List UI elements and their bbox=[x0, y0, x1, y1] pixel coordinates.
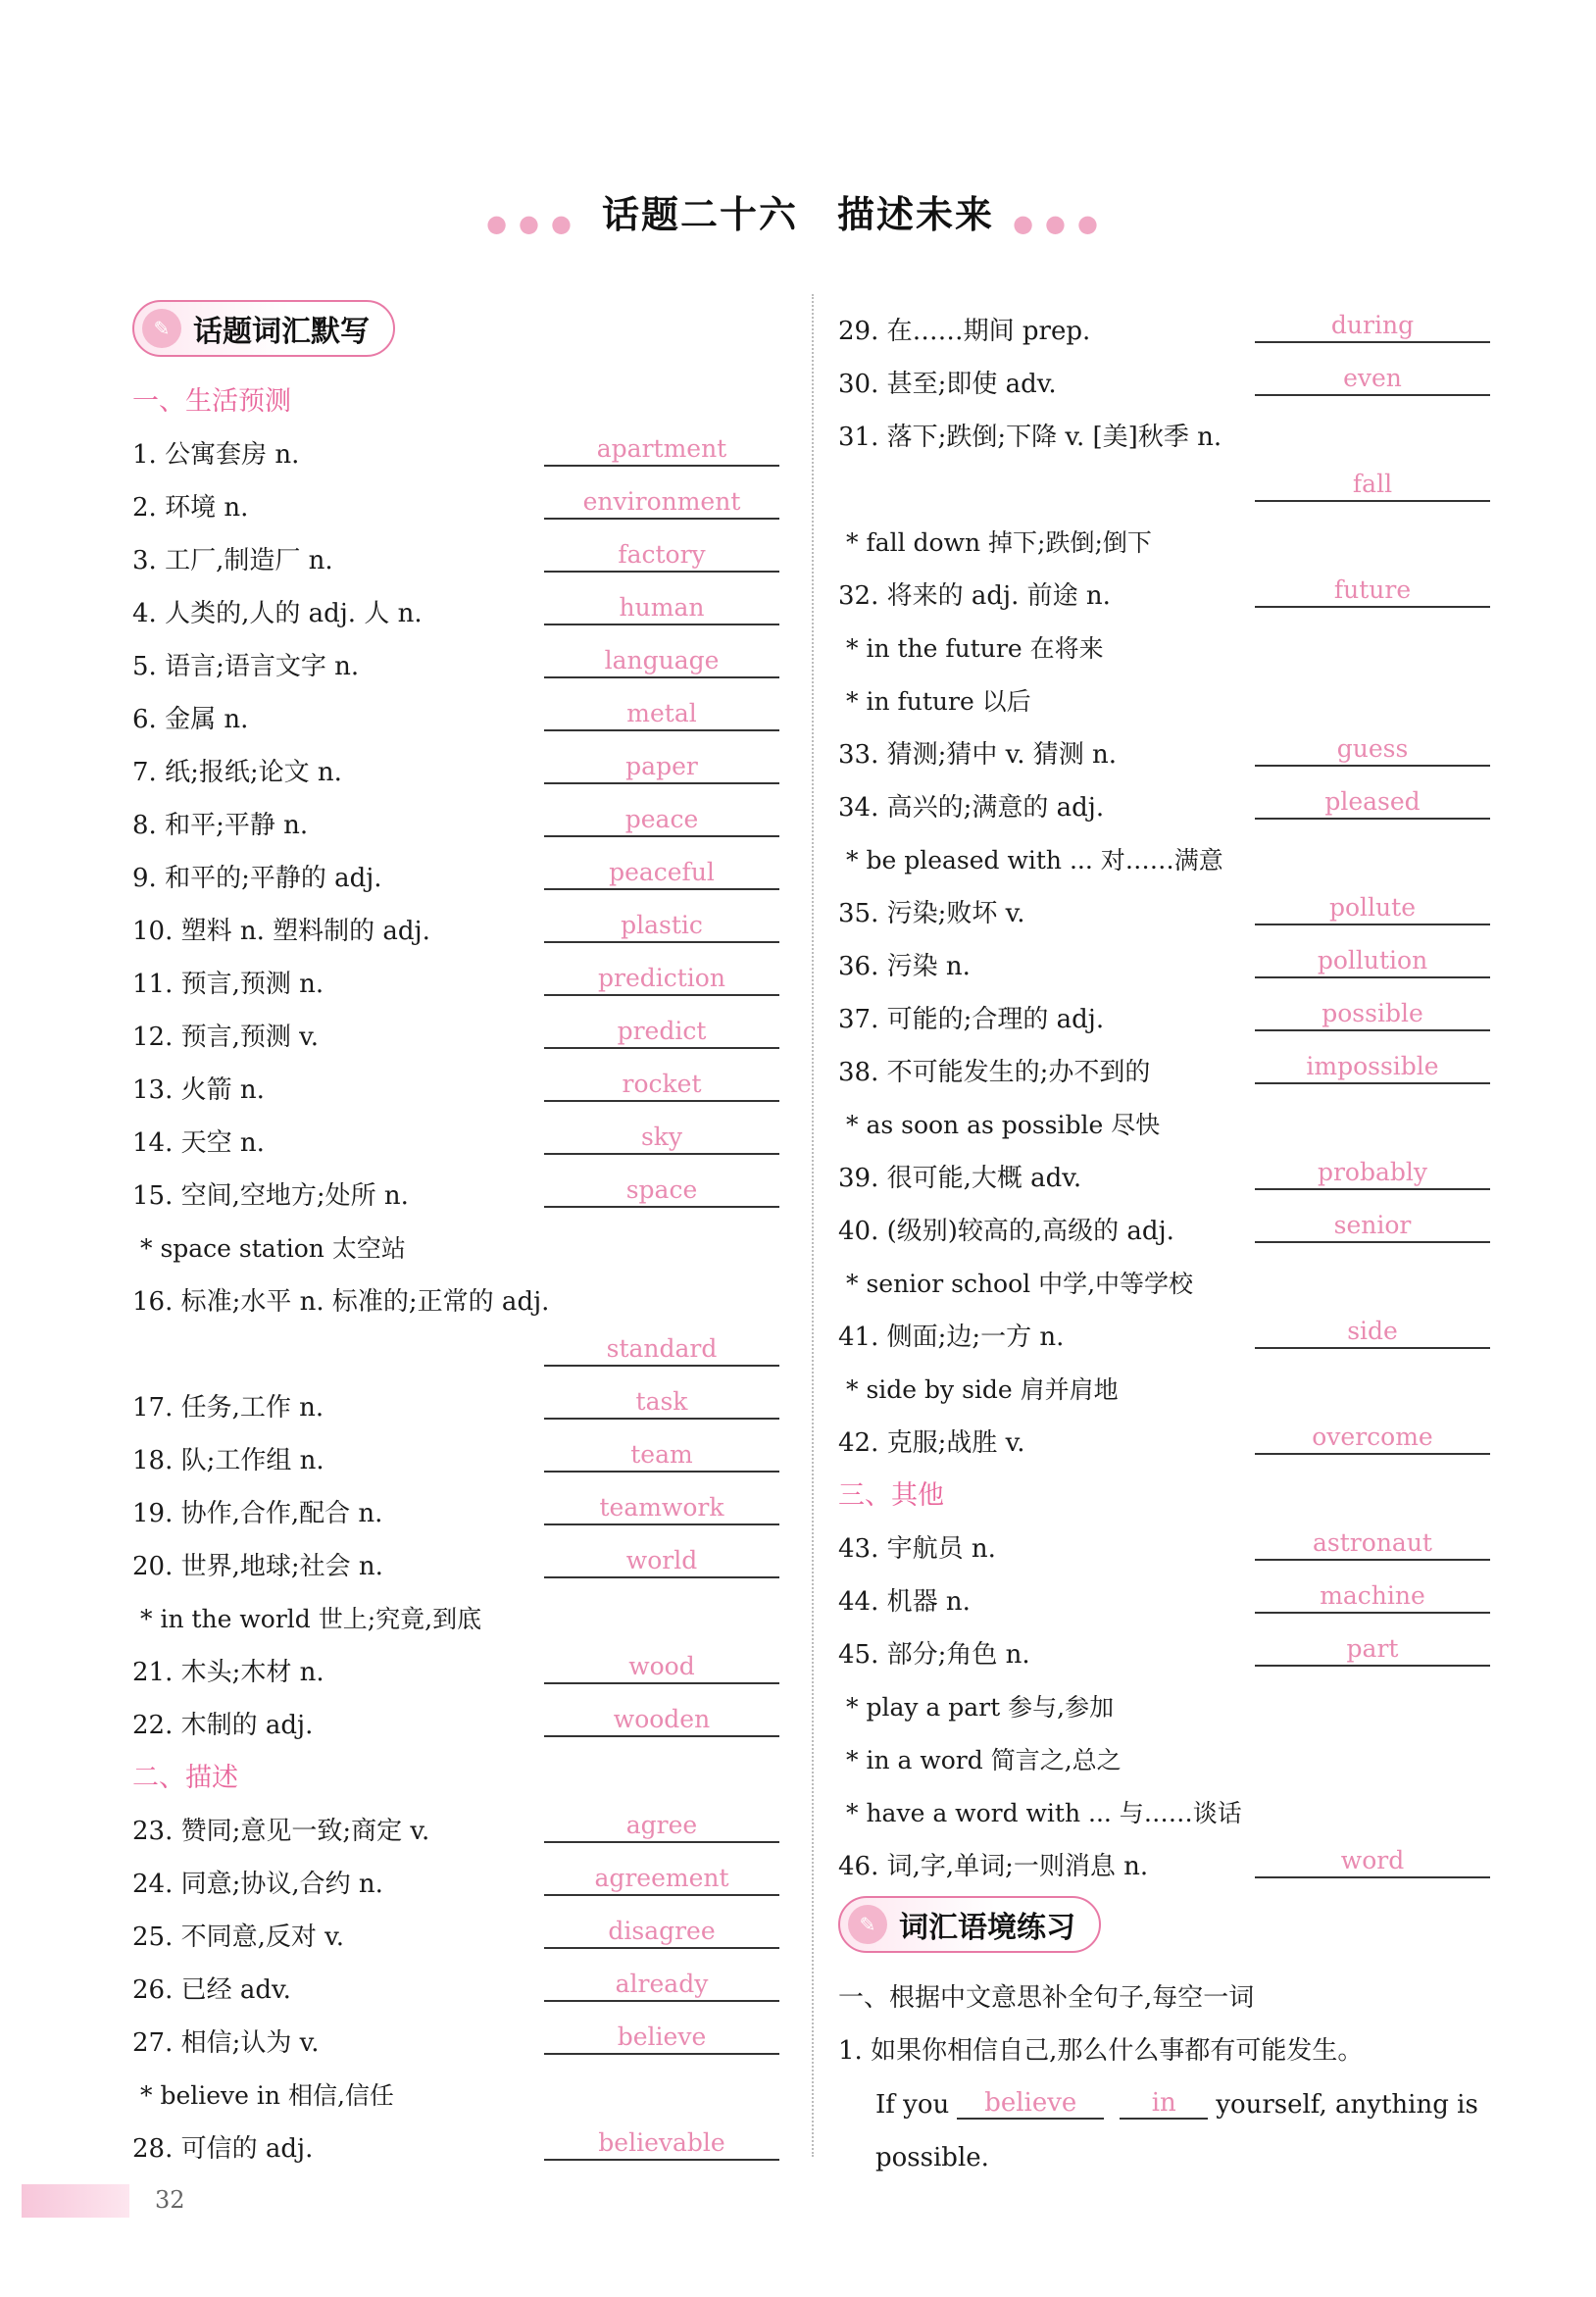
vocab-row bbox=[838, 1406, 1490, 1459]
vocab-row bbox=[132, 1953, 779, 2006]
vocab-question: 30. 甚至;即使 adv. bbox=[838, 370, 1057, 399]
exercise-instruction: 一、根据中文意思补全句子,每空一词 bbox=[838, 1983, 1255, 2013]
phrase-note: * have a word with ... 与……谈话 bbox=[846, 1799, 1242, 1827]
vocab-question: 21. 木头;木材 n. bbox=[132, 1658, 324, 1687]
vocab-question: 34. 高兴的;满意的 adj. bbox=[838, 793, 1105, 823]
notebook-icon: ✎ bbox=[848, 1905, 887, 1944]
phrase-note: * play a part 参与,参加 bbox=[846, 1693, 1115, 1722]
vocab-row bbox=[132, 576, 779, 629]
answer-blank[interactable]: in bbox=[1120, 2088, 1208, 2120]
phrase-note: * as soon as possible 尽快 bbox=[846, 1111, 1161, 1139]
vocab-row bbox=[838, 453, 1490, 506]
section-heading: 三、其他 bbox=[838, 1480, 944, 1511]
phrase-note: * side by side 肩并肩地 bbox=[846, 1375, 1119, 1404]
answer-blank[interactable]: pollution bbox=[1255, 945, 1490, 978]
vocab-question: 38. 不可能发生的;办不到的 bbox=[838, 1058, 1151, 1087]
decor-dots-right: ●●● bbox=[1013, 209, 1110, 237]
vocab-question: 29. 在……期间 prep. bbox=[838, 317, 1091, 346]
answer-blank[interactable]: agreement bbox=[544, 1863, 779, 1896]
vocab-row bbox=[838, 1141, 1490, 1194]
vocab-row bbox=[838, 1618, 1490, 1671]
vocab-question: 9. 和平的;平静的 adj. bbox=[132, 864, 382, 893]
answer-blank[interactable]: rocket bbox=[544, 1069, 779, 1102]
vocab-question: 33. 猜测;猜中 v. 猜测 n. bbox=[838, 740, 1118, 770]
vocab-row bbox=[132, 1371, 779, 1423]
answer-blank[interactable]: plastic bbox=[544, 910, 779, 943]
vocab-row bbox=[132, 418, 779, 471]
vocab-row bbox=[132, 1635, 779, 1688]
vocab-question: 26. 已经 adv. bbox=[132, 1975, 291, 2005]
answer-blank[interactable]: metal bbox=[544, 698, 779, 731]
vocab-row bbox=[838, 400, 1490, 453]
vocab-row bbox=[838, 1512, 1490, 1565]
vocab-row bbox=[132, 788, 779, 841]
vocab-question: 32. 将来的 adj. 前途 n. bbox=[838, 581, 1111, 611]
answer-blank[interactable]: during bbox=[1255, 310, 1490, 343]
vocab-question: 20. 世界,地球;社会 n. bbox=[132, 1552, 383, 1581]
badge-label: 词汇语境练习 bbox=[899, 1911, 1075, 1945]
vocab-row bbox=[132, 1529, 779, 1582]
phrase-note: * in the world 世上;究竟,到底 bbox=[140, 1605, 482, 1633]
vocab-row bbox=[838, 1300, 1490, 1353]
vocab-row bbox=[132, 894, 779, 947]
answer-blank[interactable]: guess bbox=[1255, 733, 1490, 767]
vocab-question: 2. 环境 n. bbox=[132, 493, 249, 523]
vocab-row bbox=[838, 1565, 1490, 1618]
vocab-question: 43. 宇航员 n. bbox=[838, 1534, 996, 1564]
answer-blank[interactable]: believe bbox=[544, 2022, 779, 2055]
vocab-question: 40. (级别)较高的,高级的 adj. bbox=[838, 1217, 1174, 1246]
vocab-row bbox=[132, 1318, 779, 1371]
vocab-row bbox=[132, 947, 779, 1000]
answer-blank[interactable]: agree bbox=[544, 1810, 779, 1843]
vocab-row bbox=[132, 629, 779, 682]
vocab-question: 15. 空间,空地方;处所 n. bbox=[132, 1181, 409, 1211]
answer-blank[interactable]: world bbox=[544, 1545, 779, 1578]
exercise-question: 1. 如果你相信自己,那么什么事都有可能发生。 bbox=[838, 2036, 1364, 2066]
right-items bbox=[838, 294, 1490, 1882]
answer-blank[interactable]: side bbox=[1255, 1316, 1490, 1349]
page-number: 32 bbox=[155, 2186, 185, 2214]
page-title bbox=[0, 184, 1596, 238]
answer-blank[interactable]: sky bbox=[544, 1122, 779, 1155]
answer-blank[interactable]: machine bbox=[1255, 1580, 1490, 1614]
right-column bbox=[838, 294, 1490, 2172]
vocab-row bbox=[838, 929, 1490, 982]
vocab-question: 7. 纸;报纸;论文 n. bbox=[132, 758, 342, 787]
answer-blank[interactable]: standard bbox=[544, 1333, 779, 1367]
vocab-row bbox=[838, 294, 1490, 347]
answer-blank[interactable]: language bbox=[544, 645, 779, 678]
answer-blank[interactable]: disagree bbox=[544, 1916, 779, 1949]
answer-blank[interactable]: possible bbox=[1255, 998, 1490, 1031]
section-heading: 一、生活预测 bbox=[132, 386, 291, 417]
vocab-question: 41. 侧面;边;一方 n. bbox=[838, 1323, 1065, 1352]
vocab-row bbox=[838, 876, 1490, 929]
vocab-question: 24. 同意;协议,合约 n. bbox=[132, 1870, 383, 1899]
phrase-note: * senior school 中学,中等学校 bbox=[846, 1270, 1194, 1298]
vocab-question: 22. 木制的 adj. bbox=[132, 1711, 314, 1740]
vocab-row bbox=[838, 1829, 1490, 1882]
vocab-question: 14. 天空 n. bbox=[132, 1128, 265, 1158]
phrase-note: * fall down 掉下;跌倒;倒下 bbox=[846, 528, 1152, 557]
title-text: 话题二十六 描述未来 bbox=[601, 193, 994, 236]
answer-blank[interactable]: already bbox=[544, 1969, 779, 2002]
answer-blank[interactable]: peace bbox=[544, 804, 779, 837]
answer-blank[interactable]: part bbox=[1255, 1633, 1490, 1667]
vocab-question: 13. 火箭 n. bbox=[132, 1075, 265, 1105]
vocab-question: 1. 公寓套房 n. bbox=[132, 440, 300, 470]
answer-blank[interactable]: astronaut bbox=[1255, 1527, 1490, 1561]
vocab-question: 25. 不同意,反对 v. bbox=[132, 1922, 345, 1952]
vocab-row bbox=[132, 1053, 779, 1106]
answer-blank[interactable]: teamwork bbox=[544, 1492, 779, 1525]
vocab-row bbox=[132, 682, 779, 735]
answer-blank[interactable]: task bbox=[544, 1386, 779, 1420]
decor-dots-left: ●●● bbox=[486, 209, 583, 237]
vocab-row bbox=[132, 524, 779, 576]
vocab-row bbox=[132, 1265, 779, 1318]
vocab-row bbox=[838, 982, 1490, 1035]
vocab-question: 23. 赞同;意见一致;商定 v. bbox=[132, 1817, 430, 1846]
footer-bar bbox=[22, 2184, 129, 2218]
vocab-question: 18. 队;工作组 n. bbox=[132, 1446, 324, 1475]
vocab-row bbox=[132, 471, 779, 524]
answer-blank[interactable]: senior bbox=[1255, 1210, 1490, 1243]
vocab-row bbox=[132, 1794, 779, 1847]
vocab-row bbox=[132, 1159, 779, 1212]
vocab-question: 19. 协作,合作,配合 n. bbox=[132, 1499, 383, 1528]
answer-blank[interactable]: impossible bbox=[1255, 1051, 1490, 1084]
vocab-question: 4. 人类的,人的 adj. 人 n. bbox=[132, 599, 423, 628]
section-heading: 二、描述 bbox=[132, 1763, 238, 1793]
vocab-question: 6. 金属 n. bbox=[132, 705, 249, 734]
answer-blank[interactable]: believable bbox=[544, 2127, 779, 2161]
badge-vocab-dictation bbox=[132, 300, 395, 357]
answer-blank[interactable]: environment bbox=[544, 486, 779, 520]
phrase-note: * be pleased with ... 对……满意 bbox=[846, 846, 1223, 874]
vocab-question: 44. 机器 n. bbox=[838, 1587, 971, 1617]
vocab-question: 8. 和平;平静 n. bbox=[132, 811, 309, 840]
vocab-question: 45. 部分;角色 n. bbox=[838, 1640, 1030, 1670]
phrase-note: * in future 以后 bbox=[846, 687, 1031, 716]
answer-blank[interactable]: prediction bbox=[544, 963, 779, 996]
answer-blank[interactable]: believe bbox=[957, 2088, 1104, 2120]
answer-blank[interactable]: peaceful bbox=[544, 857, 779, 890]
exercise-sentence bbox=[838, 2067, 1490, 2120]
vocab-question: 36. 污染 n. bbox=[838, 952, 971, 981]
left-column bbox=[132, 294, 779, 2165]
answer-blank[interactable]: paper bbox=[544, 751, 779, 784]
vocab-row bbox=[132, 1476, 779, 1529]
badge-context-practice bbox=[838, 1896, 1101, 1953]
vocab-question: 31. 落下;跌倒;下降 v. [美]秋季 n. bbox=[838, 423, 1222, 452]
vocab-question: 5. 语言;语言文字 n. bbox=[132, 652, 360, 681]
exercise-sentence-cont: possible. bbox=[875, 2143, 989, 2172]
vocab-question: 16. 标准;水平 n. 标准的;正常的 adj. bbox=[132, 1287, 550, 1317]
vocab-question: 11. 预言,预测 n. bbox=[132, 970, 324, 999]
vocab-question: 12. 预言,预测 v. bbox=[132, 1023, 320, 1052]
vocab-question: 42. 克服;战胜 v. bbox=[838, 1428, 1025, 1458]
vocab-row bbox=[132, 2006, 779, 2059]
answer-blank[interactable]: probably bbox=[1255, 1157, 1490, 1190]
vocab-question: 27. 相信;认为 v. bbox=[132, 2028, 320, 2058]
vocab-row bbox=[132, 735, 779, 788]
vocab-row bbox=[132, 1000, 779, 1053]
answer-blank[interactable]: pleased bbox=[1255, 786, 1490, 820]
sentence-part: yourself, anything is bbox=[1216, 2090, 1478, 2120]
answer-blank[interactable]: fall bbox=[1255, 469, 1490, 502]
answer-blank[interactable]: team bbox=[544, 1439, 779, 1473]
vocab-row bbox=[838, 1035, 1490, 1088]
vocab-question: 3. 工厂,制造厂 n. bbox=[132, 546, 333, 575]
answer-blank[interactable]: pollute bbox=[1255, 892, 1490, 925]
answer-blank[interactable]: space bbox=[544, 1174, 779, 1208]
vocab-question: 39. 很可能,大概 adv. bbox=[838, 1164, 1082, 1193]
answer-blank[interactable]: wood bbox=[544, 1651, 779, 1684]
badge-label: 话题词汇默写 bbox=[193, 315, 370, 349]
vocab-row bbox=[838, 559, 1490, 612]
vocab-row bbox=[132, 1900, 779, 1953]
vocab-row bbox=[132, 1847, 779, 1900]
phrase-note: * believe in 相信,信任 bbox=[140, 2081, 394, 2110]
vocab-question: 28. 可信的 adj. bbox=[132, 2134, 314, 2164]
vocab-row bbox=[132, 2112, 779, 2165]
vocab-question: 17. 任务,工作 n. bbox=[132, 1393, 324, 1423]
vocab-row bbox=[838, 347, 1490, 400]
column-divider bbox=[812, 294, 814, 2157]
vocab-question: 46. 词,字,单词;一则消息 n. bbox=[838, 1852, 1149, 1881]
answer-blank[interactable]: apartment bbox=[544, 433, 779, 467]
sentence-part: If you bbox=[875, 2090, 950, 2120]
vocab-row bbox=[132, 1106, 779, 1159]
answer-blank[interactable]: factory bbox=[544, 539, 779, 573]
vocab-row bbox=[838, 771, 1490, 824]
phrase-note: * in the future 在将来 bbox=[846, 634, 1104, 663]
answer-blank[interactable]: human bbox=[544, 592, 779, 625]
vocab-row bbox=[838, 718, 1490, 771]
vocab-row bbox=[132, 841, 779, 894]
vocab-question: 37. 可能的;合理的 adj. bbox=[838, 1005, 1105, 1034]
phrase-note: * space station 太空站 bbox=[140, 1234, 406, 1263]
answer-blank[interactable]: predict bbox=[544, 1016, 779, 1049]
vocab-row bbox=[132, 1688, 779, 1741]
left-items bbox=[132, 418, 779, 2165]
phrase-note: * in a word 简言之,总之 bbox=[846, 1746, 1122, 1774]
vocab-row bbox=[132, 1423, 779, 1476]
vocab-row bbox=[838, 1194, 1490, 1247]
answer-blank[interactable]: future bbox=[1255, 574, 1490, 608]
vocab-question: 35. 污染;败坏 v. bbox=[838, 899, 1025, 928]
notebook-icon: ✎ bbox=[142, 309, 181, 348]
answer-blank[interactable]: even bbox=[1255, 363, 1490, 396]
vocab-question: 10. 塑料 n. 塑料制的 adj. bbox=[132, 917, 430, 946]
answer-blank[interactable]: word bbox=[1255, 1845, 1490, 1878]
answer-blank[interactable]: overcome bbox=[1255, 1422, 1490, 1455]
answer-blank[interactable]: wooden bbox=[544, 1704, 779, 1737]
